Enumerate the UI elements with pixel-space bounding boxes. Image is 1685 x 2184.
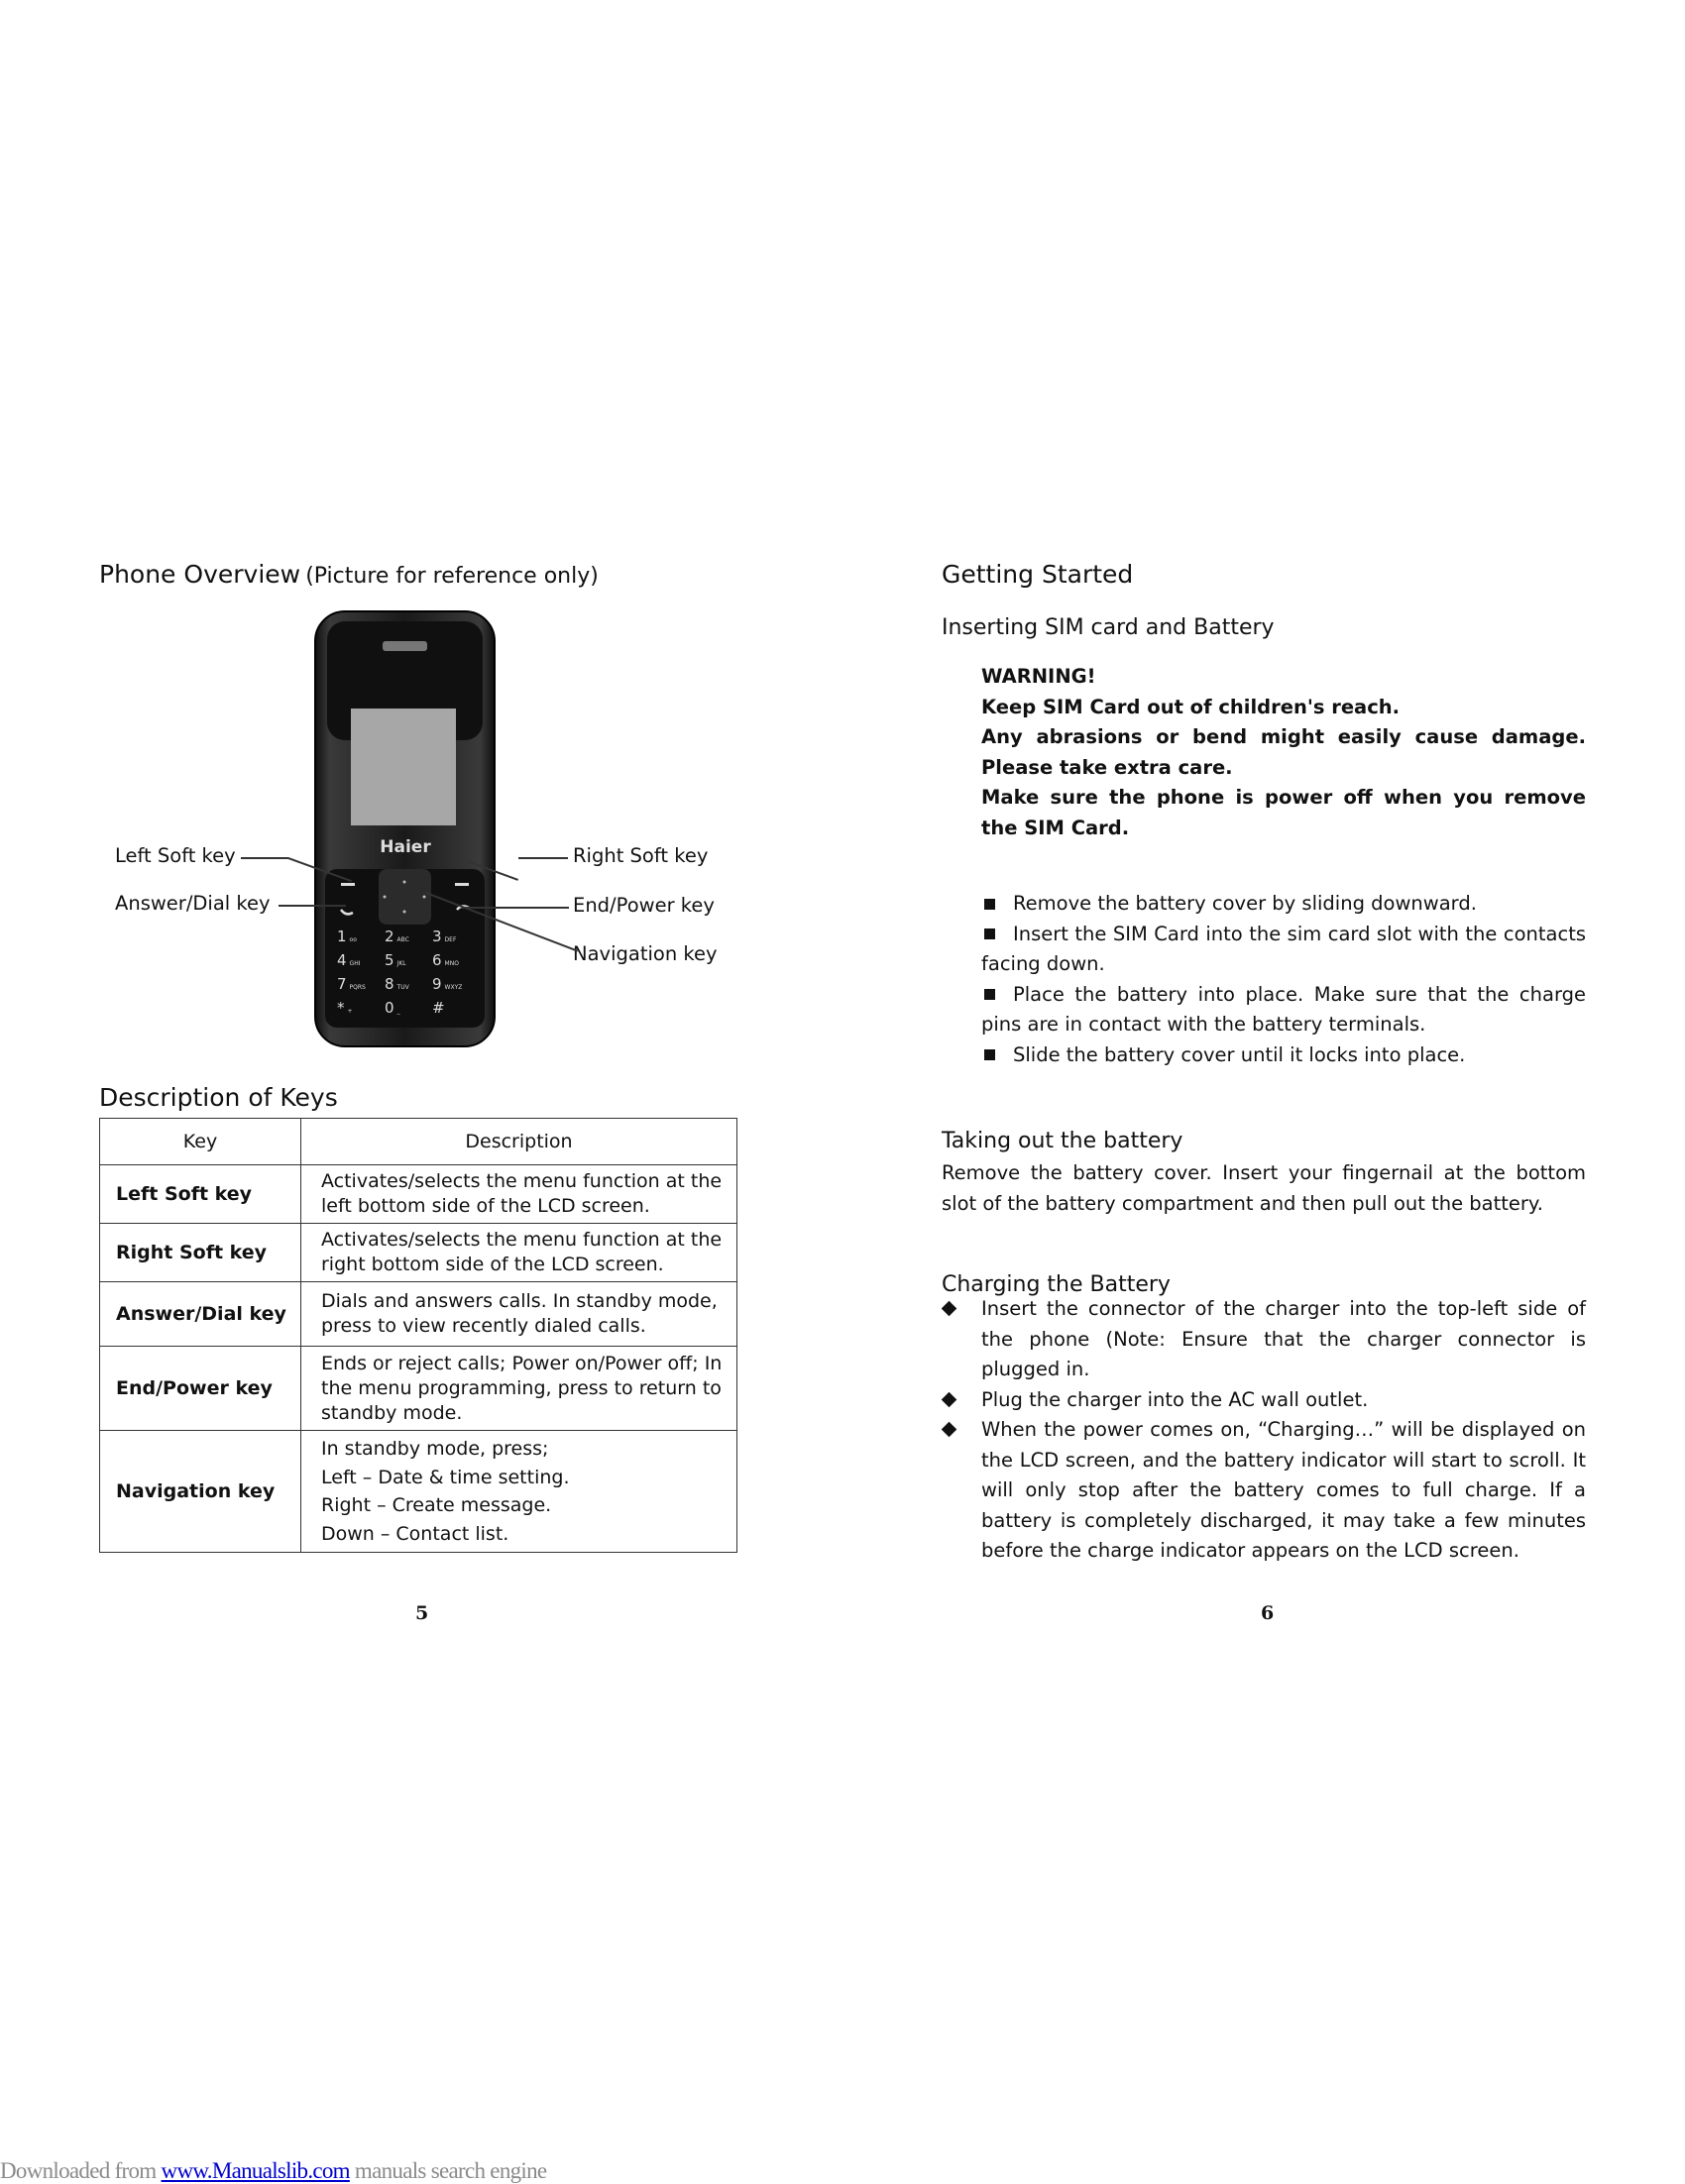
- table-row: [100, 1431, 737, 1553]
- list-item: Insert the connector of the charger into the top-left side of the phone (Note: Ensure that the charger connector is plugged in.: [942, 1294, 1586, 1385]
- warning-line: WARNING!: [981, 665, 1096, 688]
- phone-brand-logo: Haier: [380, 837, 431, 857]
- keypad-key: 1 oo: [337, 927, 357, 945]
- taking-out-battery-heading: Taking out the battery: [942, 1129, 1183, 1153]
- download-footer: [0, 2158, 546, 2184]
- callout-left-soft-key: Left Soft key: [115, 844, 236, 867]
- diamond-bullet-icon: [942, 1391, 957, 1407]
- square-bullet-icon: [984, 899, 995, 910]
- taking-out-battery-text: Remove the battery cover. Insert your fingernail at the bottom slot of the battery compartment and then pull out the battery.: [942, 1161, 1586, 1215]
- key-name: Answer/Dial key: [100, 1282, 301, 1347]
- title-note: (Picture for reference only): [305, 564, 599, 589]
- key-description: Activates/selects the menu function at the right bottom side of the LCD screen.: [301, 1224, 737, 1282]
- keypad-key: 5 JKL: [385, 950, 406, 969]
- keypad-row: [337, 947, 476, 971]
- keypad-key: 0 _: [385, 998, 400, 1017]
- keypad-key: 6 MNO: [432, 950, 459, 969]
- manualslib-link[interactable]: www.Manualslib.com: [161, 2158, 350, 2183]
- table-row: [100, 1165, 737, 1224]
- description-line: Down – Contact list.: [321, 1522, 509, 1545]
- keypad-key: 7 PQRS: [337, 974, 366, 993]
- square-bullet-icon: [984, 989, 995, 1000]
- square-bullet-icon: [984, 928, 995, 939]
- charging-list: [942, 1294, 1586, 1567]
- table-row: [100, 1347, 737, 1431]
- warning-line: Any abrasions or bend might easily cause damage. Please take extra care.: [981, 725, 1586, 779]
- footer-suffix: manuals search engine: [349, 2158, 547, 2183]
- description-line: In standby mode, press;: [321, 1438, 549, 1460]
- callout-answer-dial-key: Answer/Dial key: [115, 892, 271, 915]
- list-item: Remove the battery cover by sliding downward.: [981, 889, 1586, 920]
- warning-line: Make sure the phone is power off when you remove the SIM Card.: [981, 786, 1586, 839]
- phone-overview-heading: [99, 560, 599, 589]
- description-of-keys-heading: Description of Keys: [99, 1083, 338, 1112]
- callout-end-power-key: End/Power key: [573, 894, 715, 917]
- getting-started-heading: Getting Started: [942, 560, 1134, 589]
- keys-table: [99, 1118, 737, 1553]
- callout-navigation-key: Navigation key: [573, 942, 718, 965]
- key-description: [301, 1431, 737, 1553]
- table-header-key: Key: [100, 1119, 301, 1165]
- list-item: Plug the charger into the AC wall outlet.: [942, 1385, 1586, 1416]
- page-number-right: 6: [1261, 1602, 1275, 1624]
- diamond-bullet-icon: [942, 1422, 957, 1438]
- callout-line: [462, 907, 569, 909]
- key-name: Navigation key: [100, 1431, 301, 1553]
- callout-line: [518, 857, 568, 859]
- warning-line: Keep SIM Card out of children's reach.: [981, 695, 1401, 718]
- callout-right-soft-key: Right Soft key: [573, 844, 709, 867]
- keypad-row: [337, 924, 476, 947]
- key-name: Right Soft key: [100, 1224, 301, 1282]
- diamond-bullet-icon: [942, 1301, 957, 1317]
- keypad-key: * +: [337, 998, 353, 1017]
- description-line: Right – Create message.: [321, 1494, 552, 1516]
- keypad-key: 2 ABC: [385, 927, 409, 945]
- table-row: [100, 1282, 737, 1347]
- list-item: When the power comes on, “Charging…” will be displayed on the LCD screen, and the battery indicator will start to scroll. It will only stop after the battery comes to full charge. If a battery is completely discharged, it may take a few minutes before the charge indicator appears on the LCD screen.: [942, 1415, 1586, 1567]
- key-description: Ends or reject calls; Power on/Power off; In the menu programming, press to return to standby mode.: [301, 1347, 737, 1431]
- list-item: Slide the battery cover until it locks into place.: [981, 1040, 1586, 1071]
- list-item: Place the battery into place. Make sure that the charge pins are in contact with the battery terminals.: [981, 982, 1586, 1036]
- keypad-row: [337, 995, 476, 1019]
- keypad-key: #: [432, 998, 445, 1017]
- list-item: Insert the SIM Card into the sim card slot with the contacts facing down.: [981, 922, 1586, 975]
- keypad-key: 4 GHI: [337, 950, 361, 969]
- warning-block: [981, 662, 1586, 843]
- keypad-key: 9 WXYZ: [432, 974, 463, 993]
- table-row: [100, 1224, 737, 1282]
- description-line: Left – Date & time setting.: [321, 1466, 570, 1488]
- callout-line: [241, 857, 288, 859]
- table-header-description: Description: [301, 1119, 737, 1165]
- keypad-key: 8 TUV: [385, 974, 409, 993]
- page-title: Phone Overview: [99, 560, 301, 589]
- keypad-key: 3 DEF: [432, 927, 457, 945]
- page-number-left: 5: [415, 1602, 429, 1624]
- footer-prefix: Downloaded from: [0, 2158, 162, 2183]
- callout-line: [279, 905, 346, 907]
- table-header-row: [100, 1119, 737, 1165]
- square-bullet-icon: [984, 1049, 995, 1060]
- key-description: Activates/selects the menu function at the left bottom side of the LCD screen.: [301, 1165, 737, 1224]
- inserting-sim-heading: Inserting SIM card and Battery: [942, 615, 1275, 640]
- phone-keypad: [337, 924, 476, 1019]
- charging-battery-heading: Charging the Battery: [942, 1272, 1171, 1297]
- key-name: Left Soft key: [100, 1165, 301, 1224]
- keypad-row: [337, 971, 476, 995]
- key-description: Dials and answers calls. In standby mode, press to view recently dialed calls.: [301, 1282, 737, 1347]
- key-name: End/Power key: [100, 1347, 301, 1431]
- steps-list: [981, 889, 1586, 1070]
